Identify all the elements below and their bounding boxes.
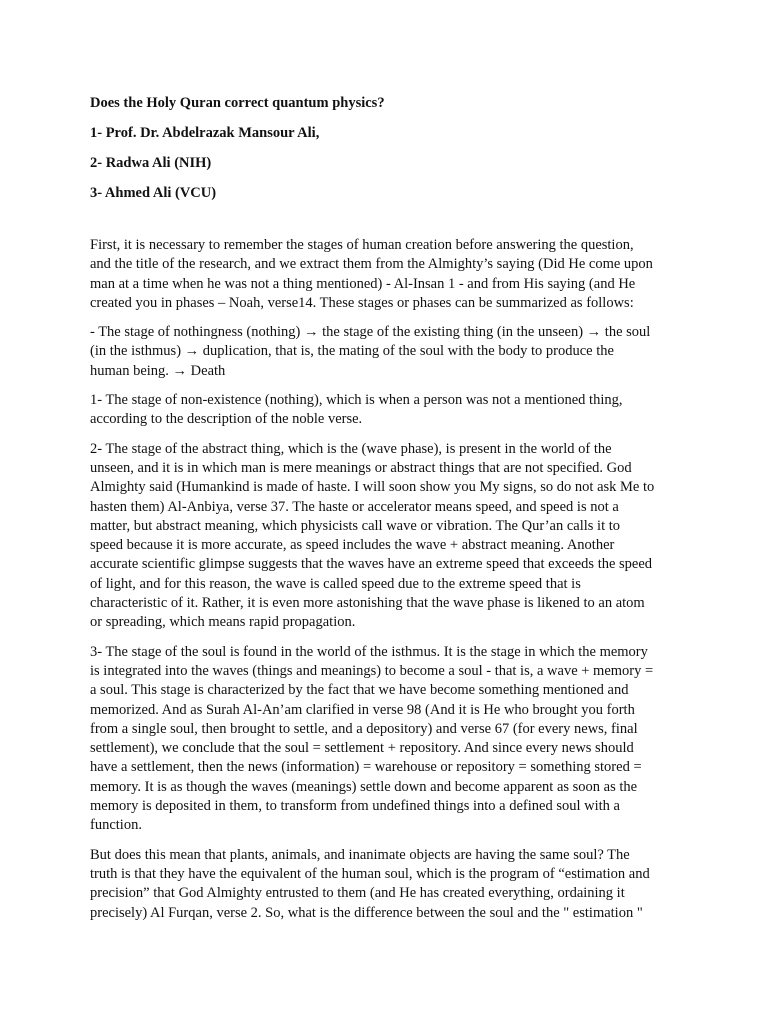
author-line-2: 2- Radwa Ali (NIH) <box>90 155 212 171</box>
paragraph-intro: First, it is necessary to remember the stages of human creation before answering the question, and the title of the research, and we extract them from the Almighty’s saying (Did He come upon man at a time when he was not a thing mentioned) - Al-Insan 1 - and from His saying (and He created you in phases – Noah, verse14. These stages or phases can be summarized as follows: <box>90 237 653 311</box>
author-line-3: 3- Ahmed Ali (VCU) <box>90 185 217 201</box>
paragraph-stages-summary: - The stage of nothingness (nothing) → the stage of the existing thing (in the unseen) → the soul (in the isthmus) → duplication, that is, the mating of the soul with the body to produce the human being. → Death <box>90 324 651 379</box>
spacer <box>90 214 690 236</box>
document-title: Does the Holy Quran correct quantum physics? <box>90 95 385 111</box>
paragraph-stage-3: 3- The stage of the soul is found in the world of the isthmus. It is the stage in which the memory is integrated into the waves (things and meanings) to become a soul - that is, a wave + memory = a soul. This stage is characterized by the fact that we have become something mentioned and memorized. And as Surah Al-An’am clarified in verse 98 (And it is He who brought you forth from a single soul, then brought to settle, and a depository) and verse 67 (for every news, final settlement), we conclude that the soul = settlement + repository. And since every news should have a settlement, then the news (information) = warehouse or repository = something stored = memory. It is as though the waves (meanings) settle down and become apparent as soon as the memory is deposited in them, to transform from undefined things into a defined soul with a function. <box>90 643 654 834</box>
paragraph-stage-1: 1- The stage of non-existence (nothing), which is when a person was not a mentioned thing, according to the description of the noble verse. <box>90 392 623 428</box>
author-line-1: 1- Prof. Dr. Abdelrazak Mansour Ali, <box>90 125 320 141</box>
paragraph-soul-question: But does this mean that plants, animals, and inanimate objects are having the same soul? The truth is that they have the equivalent of the human soul, which is the program of “estimation and precision” that God Almighty entrusted to them (and He has created everything, ordaining it precisely) Al Furqan, verse 2. So, what is the difference between the soul and the " estimation " <box>90 846 650 921</box>
document-body <box>90 94 690 933</box>
paragraph-stage-2: 2- The stage of the abstract thing, which is the (wave phase), is present in the world of the unseen, and it is in which man is mere meanings or abstract things that are not specified. God Almighty said (Humankind is made of haste. I will soon show you My signs, so do not ask Me to hasten them) Al-Anbiya, verse 37. The haste or accelerator means speed, and speed is not a matter, but abstract meaning, which physicists call wave or vibration. The Qur’an calls it to speed because it is more accurate, as speed includes the wave + abstract meaning. Another accurate scientific glimpse suggests that the waves have an extreme speed that exceeds the speed of light, and for this reason, the wave is called speed due to the extreme speed that is characteristic of it. Rather, it is even more astonishing that the wave phase is likened to an atom or spreading, which means rapid propagation. <box>90 440 655 631</box>
